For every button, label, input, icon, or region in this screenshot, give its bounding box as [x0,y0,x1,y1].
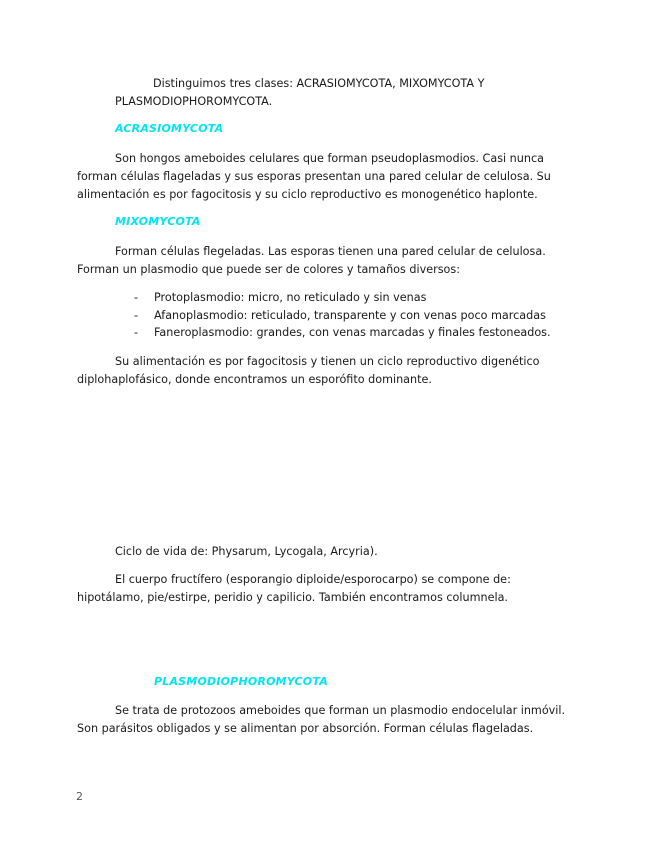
heading-plasmodiophoromycota: PLASMODIOPHOROMYCOTA [154,675,328,688]
list-item: - Faneroplasmodio: grandes, con venas marcadas y finales festoneados. [134,326,551,339]
intro-line-2: PLASMODIOPHOROMYCOTA. [115,95,273,108]
mixo-nutrition-paragraph: Su alimentación es por fagocitosis y tienen un ciclo reproductivo digenético diplohaplofásico, donde encontramos un esporófito dominante. [77,355,540,386]
mixo-paragraph: Forman células flegeladas. Las esporas tienen una pared celular de celulosa. Forman un plasmodio que puede ser de colores y tamaños diversos: [77,245,546,276]
intro-paragraph [115,75,575,111]
list-item: - Afanoplasmodio: reticulado, transparente y con venas poco marcadas [134,308,546,322]
heading-mixomycota: MIXOMYCOTA [115,215,201,228]
intro-line-1: Distinguimos tres clases: ACRASIOMYCOTA, MIXOMYCOTA Y [153,77,485,90]
acrasio-paragraph: Son hongos ameboides celulares que forman pseudoplasmodios. Casi nunca forman células flageladas y sus esporas presentan una pared celular de celulosa. Su alimentación es por fagocitosis y su ciclo reproductivo es monogenético haplonte. [77,152,551,201]
plasmodium-types-list [77,289,577,342]
heading-acrasiomycota: ACRASIOMYCOTA [115,122,224,135]
plasmodio-paragraph: Se trata de protozoos ameboides que forman un plasmodio endocelular inmóvil. Son parásitos obligados y se alimentan por absorción. Forman células flageladas. [77,704,566,735]
page-number: 2 [76,790,83,803]
lifecycle-paragraph: Ciclo de vida de: Physarum, Lycogala, Arcyria). [115,545,378,558]
fruiting-body-paragraph: El cuerpo fructífero (esporangio diploide/esporocarpo) se compone de: hipotálamo, pie/estirpe, peridio y capilicio. También encontramos columnela. [77,573,511,604]
list-item: - Protoplasmodio: micro, no reticulado y sin venas [134,291,427,304]
